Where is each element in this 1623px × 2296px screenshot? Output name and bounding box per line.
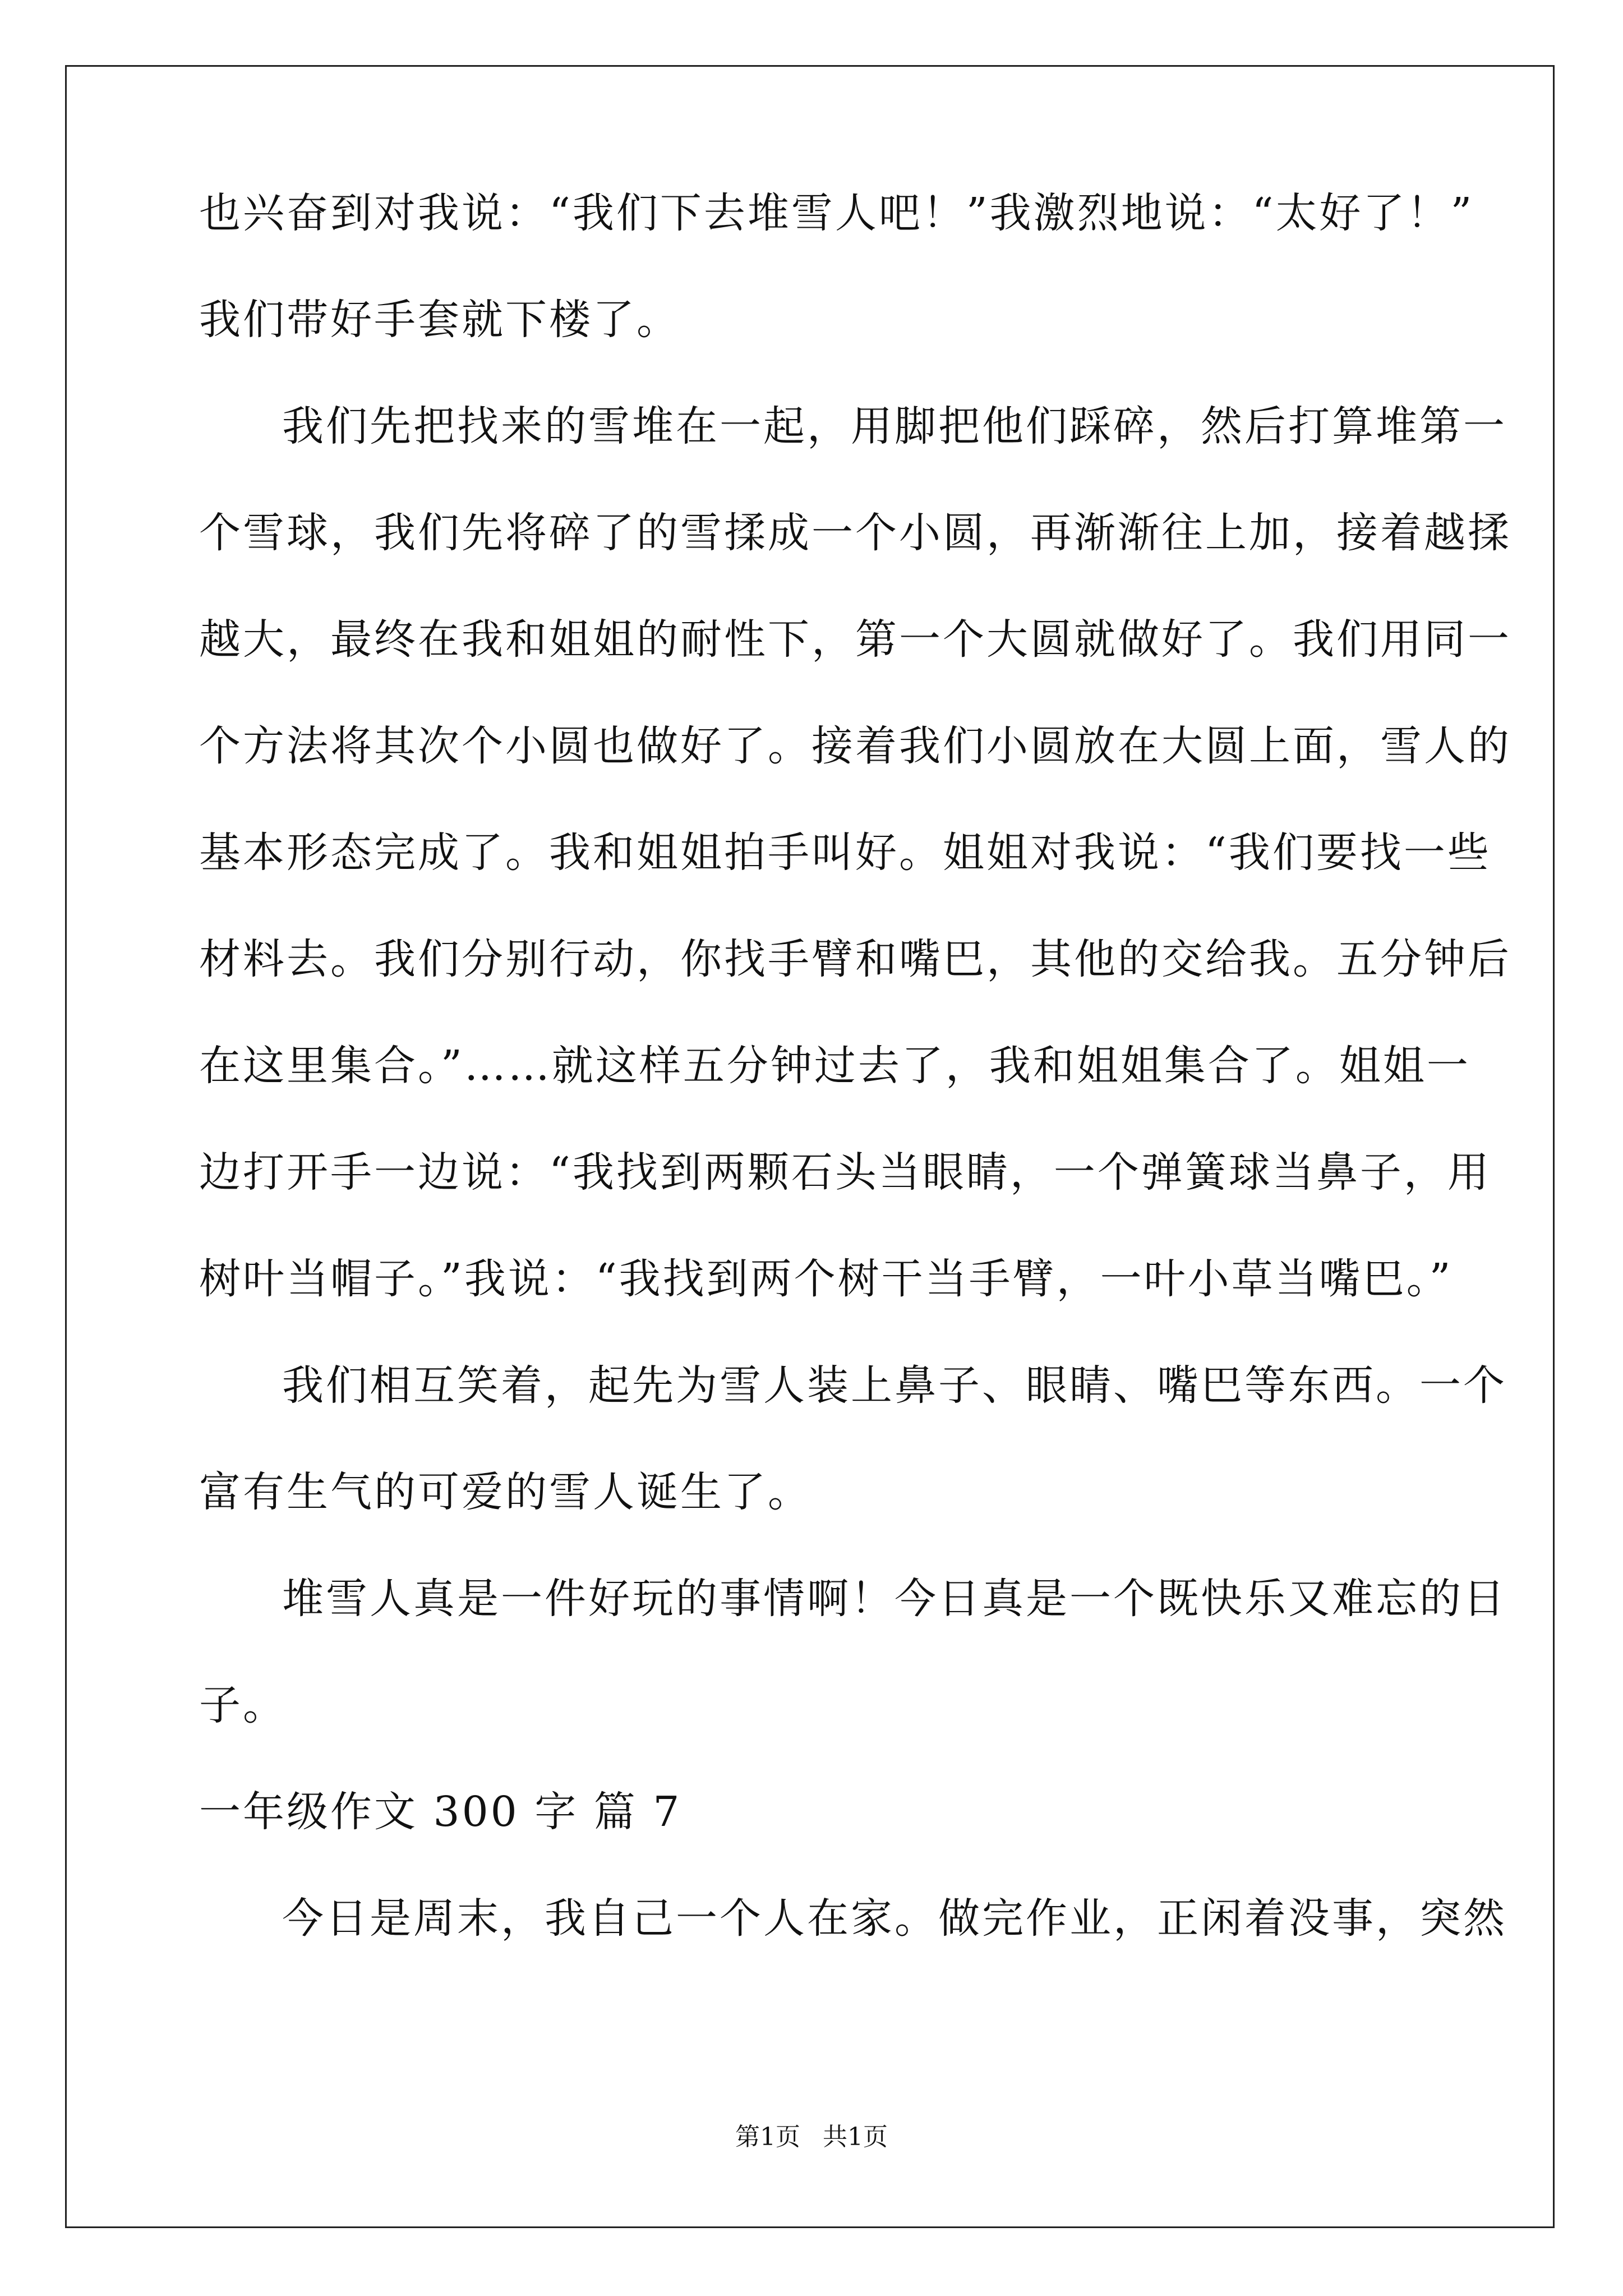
- text-line: 材料去。我们分别行动，你找手臂和嘴巴，其他的交给我。五分钟后: [199, 935, 1511, 983]
- paragraph-start-line: 我们相互笑着，起先为雪人装上鼻子、眼睛、嘴巴等东西。一个: [282, 1361, 1507, 1410]
- text-line: 我们带好手套就下楼了。: [199, 296, 680, 344]
- paragraph-start-line: 今日是周末，我自己一个人在家。做完作业，正闲着没事，突然: [282, 1894, 1507, 1943]
- text-line: 个雪球，我们先将碎了的雪揉成一个小圆，再渐渐往上加，接着越揉: [199, 509, 1511, 557]
- page-footer: [0, 2120, 1623, 2154]
- text-line: 树叶当帽子。”我说：“我找到两个树干当手臂，一叶小草当嘴巴。”: [199, 1255, 1453, 1303]
- text-line: 也兴奋到对我说：“我们下去堆雪人吧！”我激烈地说：“太好了！”: [199, 189, 1474, 237]
- text-line: 子。: [199, 1681, 287, 1729]
- text-line: 在这里集合。”……就这样五分钟过去了，我和姐姐集合了。姐姐一: [199, 1042, 1470, 1090]
- text-line: 个方法将其次个小圆也做好了。接着我们小圆放在大圆上面，雪人的: [199, 722, 1511, 770]
- page-number: 第1页: [735, 2123, 800, 2151]
- section-heading: 一年级作文 300 字 篇 7: [199, 1788, 682, 1836]
- paragraph-start-line: 我们先把找来的雪堆在一起，用脚把他们踩碎，然后打算堆第一: [282, 402, 1507, 450]
- page-total: 共1页: [823, 2123, 888, 2151]
- text-line: 富有生气的可爱的雪人诞生了。: [199, 1468, 811, 1516]
- text-line: 越大，最终在我和姐姐的耐性下，第一个大圆就做好了。我们用同一: [199, 615, 1511, 664]
- text-line: 边打开手一边说：“我找到两颗石头当眼睛，一个弹簧球当鼻子，用: [199, 1148, 1491, 1197]
- paragraph-start-line: 堆雪人真是一件好玩的事情啊！今日真是一个既快乐又难忘的日: [282, 1575, 1507, 1623]
- text-line: 基本形态完成了。我和姐姐拍手叫好。姐姐对我说：“我们要找一些: [199, 829, 1491, 877]
